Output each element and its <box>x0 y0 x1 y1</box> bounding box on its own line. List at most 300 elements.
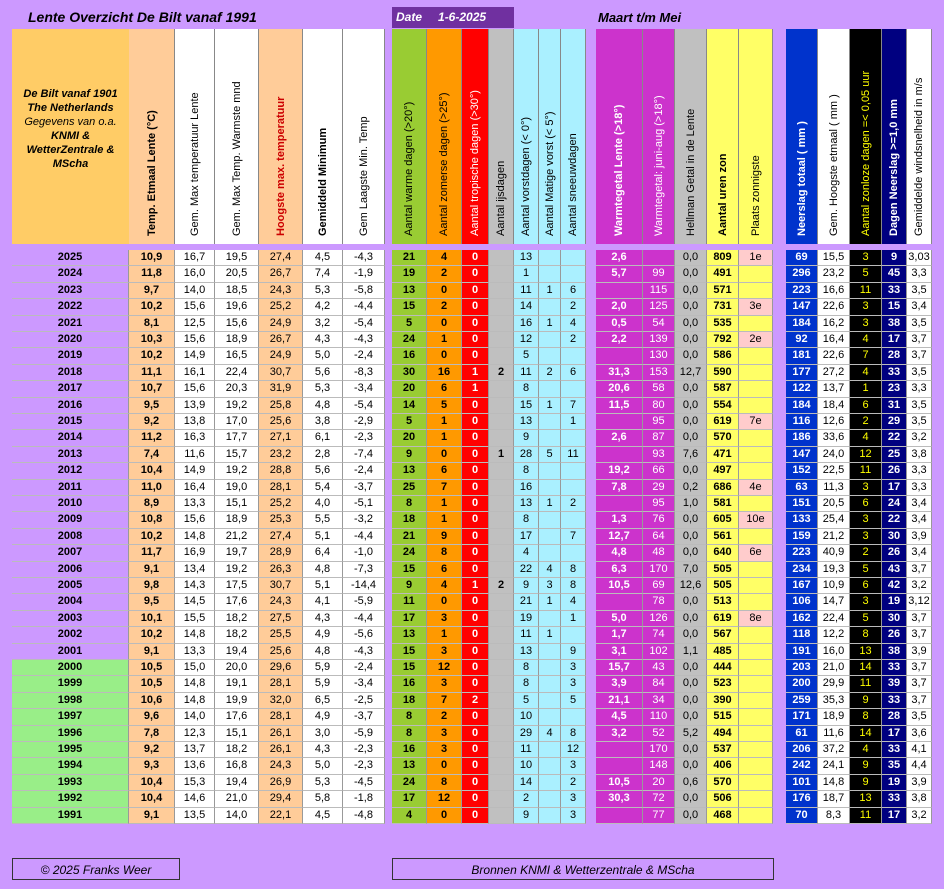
table-cell <box>596 496 643 512</box>
table-cell: 9 <box>514 578 539 594</box>
table-cell: 16,8 <box>215 758 259 774</box>
table-row <box>12 594 932 610</box>
column-header-label: Aantal ijsdagen <box>495 160 507 236</box>
column-header-label: Aantal uren zon <box>716 153 729 236</box>
table-row <box>12 578 932 594</box>
table-row <box>12 660 932 676</box>
intro-line: KNMI & <box>50 130 91 142</box>
table-cell: 3,3 <box>907 463 932 479</box>
table-cell <box>489 693 514 709</box>
table-cell: 16 <box>514 316 539 332</box>
table-cell: 3,2 <box>907 430 932 446</box>
table-cell <box>539 742 561 758</box>
table-cell <box>539 463 561 479</box>
column-header <box>129 29 175 244</box>
table-cell <box>539 414 561 430</box>
table-cell: 15,5 <box>818 250 850 266</box>
table-cell: 10,4 <box>129 775 175 791</box>
table-cell: 0 <box>462 283 489 299</box>
table-cell: 3,03 <box>907 250 932 266</box>
table-cell: 6 <box>427 562 462 578</box>
column-header-label: Hoogste max. temperatuur <box>274 96 287 236</box>
table-cell: 13,4 <box>175 562 215 578</box>
table-cell: 11 <box>850 283 882 299</box>
table-cell <box>596 283 643 299</box>
table-cell: 7 <box>561 398 586 414</box>
table-row <box>12 676 932 692</box>
table-cell: 7 <box>427 693 462 709</box>
table-cell: 11 <box>514 365 539 381</box>
table-cell: 63 <box>786 480 818 496</box>
table-cell: 13 <box>392 758 427 774</box>
table-cell: 9 <box>427 529 462 545</box>
table-cell: 22 <box>882 512 907 528</box>
table-cell: 95 <box>643 414 675 430</box>
table-cell: 14 <box>850 660 882 676</box>
table-cell: 523 <box>707 676 739 692</box>
table-cell: 8 <box>850 627 882 643</box>
column-header <box>259 29 303 244</box>
table-cell: 4,8 <box>303 644 343 660</box>
table-cell: 3,3 <box>907 480 932 496</box>
table-cell: 1 <box>539 398 561 414</box>
footer-copyright: © 2025 Franks Weer <box>12 858 180 880</box>
table-cell: 9 <box>392 578 427 594</box>
table-cell <box>739 676 773 692</box>
table-cell: 21,2 <box>818 529 850 545</box>
table-cell: 126 <box>643 611 675 627</box>
table-cell: 0 <box>462 414 489 430</box>
intro-line: MScha <box>52 158 89 170</box>
table-cell: 686 <box>707 480 739 496</box>
table-row <box>12 611 932 627</box>
table-cell: 5 <box>514 348 539 364</box>
table-cell: 1 <box>489 447 514 463</box>
table-cell: 33 <box>882 742 907 758</box>
column-header <box>427 29 462 244</box>
table-cell: 11 <box>850 463 882 479</box>
table-cell: 2000 <box>12 660 129 676</box>
table-cell: -4,5 <box>343 775 385 791</box>
table-cell: 24,3 <box>259 283 303 299</box>
table-cell: 30 <box>392 365 427 381</box>
table-cell: 2 <box>561 332 586 348</box>
column-header-label: Gem. Max temperatuur Lente <box>188 92 201 236</box>
table-cell: 15,6 <box>215 316 259 332</box>
table-row <box>12 463 932 479</box>
table-cell <box>739 529 773 545</box>
table-cell <box>489 594 514 610</box>
table-cell: 64 <box>643 529 675 545</box>
table-cell: 0 <box>462 463 489 479</box>
table-cell: 5,7 <box>596 266 643 282</box>
table-cell: -5,4 <box>343 316 385 332</box>
table-cell: 28,9 <box>259 545 303 561</box>
table-cell: 0 <box>462 250 489 266</box>
table-cell: 0 <box>427 808 462 824</box>
table-cell: 2 <box>462 693 489 709</box>
table-cell: 37,2 <box>818 742 850 758</box>
table-cell: 23,2 <box>259 447 303 463</box>
table-cell: 78 <box>643 594 675 610</box>
table-cell: 87 <box>643 430 675 446</box>
table-cell <box>489 398 514 414</box>
table-cell: 20 <box>392 381 427 397</box>
table-cell: 18,2 <box>215 742 259 758</box>
table-cell: 4 <box>427 250 462 266</box>
table-row <box>12 808 932 824</box>
table-cell: 0 <box>462 266 489 282</box>
table-cell: 29,4 <box>259 791 303 807</box>
table-cell: 9 <box>850 758 882 774</box>
table-cell: 0,0 <box>675 627 707 643</box>
table-row <box>12 283 932 299</box>
table-cell: -4,3 <box>343 250 385 266</box>
table-cell: -8,3 <box>343 365 385 381</box>
table-cell: 15,1 <box>215 726 259 742</box>
intro-line: Gegevens van o.a. <box>24 116 117 128</box>
table-cell: 0,0 <box>675 545 707 561</box>
table-cell: 0 <box>462 709 489 725</box>
table-cell: 8 <box>392 726 427 742</box>
table-cell: 22 <box>514 562 539 578</box>
table-cell <box>739 627 773 643</box>
table-cell: 13,3 <box>175 644 215 660</box>
table-cell: 16 <box>392 676 427 692</box>
table-cell: 19,2 <box>215 398 259 414</box>
table-cell <box>539 348 561 364</box>
table-cell: 3,3 <box>907 266 932 282</box>
table-cell: 110 <box>643 709 675 725</box>
table-cell: 5,3 <box>303 775 343 791</box>
table-cell: 5,6 <box>303 463 343 479</box>
table-cell: 148 <box>643 758 675 774</box>
table-cell: 14,8 <box>175 676 215 692</box>
table-cell: 21,2 <box>215 529 259 545</box>
table-cell: 28 <box>882 348 907 364</box>
intro-block <box>12 29 129 244</box>
table-cell: 95 <box>643 496 675 512</box>
table-cell: 16,9 <box>175 545 215 561</box>
table-cell: 43 <box>643 660 675 676</box>
table-cell: 1994 <box>12 758 129 774</box>
table-cell: 48 <box>643 545 675 561</box>
table-cell: 0,0 <box>675 283 707 299</box>
table-cell: 0,0 <box>675 611 707 627</box>
table-cell: 3,0 <box>303 726 343 742</box>
table-cell: 0 <box>462 316 489 332</box>
table-cell: 11,6 <box>818 726 850 742</box>
table-cell: 2012 <box>12 463 129 479</box>
table-cell: 18,9 <box>215 332 259 348</box>
table-cell: 17 <box>514 529 539 545</box>
table-cell: 15 <box>392 299 427 315</box>
table-row <box>12 266 932 282</box>
table-cell: 468 <box>707 808 739 824</box>
table-row <box>12 332 932 348</box>
table-cell: 3,7 <box>907 332 932 348</box>
table-cell: 5,0 <box>303 348 343 364</box>
table-cell: 4 <box>539 562 561 578</box>
table-cell <box>739 578 773 594</box>
table-cell: 17 <box>882 332 907 348</box>
table-cell: 33 <box>882 365 907 381</box>
table-cell: 5 <box>392 316 427 332</box>
table-cell: 3 <box>427 742 462 758</box>
table-cell: 3e <box>739 299 773 315</box>
table-cell: 3,12 <box>907 594 932 610</box>
column-header <box>539 29 561 244</box>
table-cell: 2022 <box>12 299 129 315</box>
table-cell: 93 <box>643 447 675 463</box>
table-cell: 3 <box>427 726 462 742</box>
table-cell: 4,5 <box>596 709 643 725</box>
table-cell: 2,8 <box>303 447 343 463</box>
table-cell: 15 <box>882 299 907 315</box>
table-cell: 2 <box>539 365 561 381</box>
column-header <box>489 29 514 244</box>
table-cell: 61 <box>786 726 818 742</box>
table-cell: 619 <box>707 611 739 627</box>
table-cell: 10,4 <box>129 791 175 807</box>
table-cell: 19 <box>882 594 907 610</box>
table-cell <box>561 266 586 282</box>
table-cell <box>539 332 561 348</box>
table-cell <box>739 266 773 282</box>
table-cell: -7,3 <box>343 562 385 578</box>
table-cell: 8 <box>514 512 539 528</box>
table-cell: 1995 <box>12 742 129 758</box>
table-cell: 13,9 <box>175 398 215 414</box>
table-cell: 26,3 <box>259 562 303 578</box>
table-cell: 259 <box>786 693 818 709</box>
table-cell: 0 <box>462 775 489 791</box>
table-cell: 1 <box>850 381 882 397</box>
table-cell: 9 <box>882 250 907 266</box>
table-cell: 20,5 <box>818 496 850 512</box>
table-cell: 6,1 <box>303 430 343 446</box>
table-cell: 581 <box>707 496 739 512</box>
table-cell: -4,4 <box>343 611 385 627</box>
table-cell: 22 <box>882 430 907 446</box>
table-cell: 390 <box>707 693 739 709</box>
table-cell: 0,0 <box>675 266 707 282</box>
table-cell: 0 <box>427 447 462 463</box>
table-cell: 4,3 <box>303 332 343 348</box>
table-cell: 14 <box>514 775 539 791</box>
table-cell: 2e <box>739 332 773 348</box>
table-cell: 2019 <box>12 348 129 364</box>
column-header-label: Warmtegetal Lente (>18°) <box>613 104 625 236</box>
table-cell: 66 <box>643 463 675 479</box>
table-cell: 9 <box>561 644 586 660</box>
table-cell: -2,3 <box>343 758 385 774</box>
table-cell: 11,8 <box>129 266 175 282</box>
table-cell: 11 <box>561 447 586 463</box>
table-cell: 3 <box>561 808 586 824</box>
table-cell: 7 <box>561 529 586 545</box>
column-header <box>707 29 739 244</box>
table-cell: 5,3 <box>303 381 343 397</box>
table-row <box>12 529 932 545</box>
table-cell <box>739 660 773 676</box>
table-cell: 22,6 <box>818 299 850 315</box>
table-cell: 0 <box>462 644 489 660</box>
column-header-label: Aantal zomerse dagen (>25°) <box>438 92 450 236</box>
table-cell: 10,2 <box>129 627 175 643</box>
table-cell <box>539 611 561 627</box>
table-cell: 506 <box>707 791 739 807</box>
table-cell: 33 <box>882 693 907 709</box>
table-cell <box>489 414 514 430</box>
table-cell: 147 <box>786 299 818 315</box>
table-cell: 34 <box>643 693 675 709</box>
table-cell: 3,7 <box>907 562 932 578</box>
table-cell <box>739 283 773 299</box>
table-cell: 1,0 <box>675 496 707 512</box>
table-cell <box>739 758 773 774</box>
column-header <box>786 29 818 244</box>
table-cell: 1 <box>427 332 462 348</box>
column-header-label: Temp. Etmaal Lente (°C) <box>145 110 158 236</box>
table-cell: 9,2 <box>129 742 175 758</box>
table-cell: 10,5 <box>129 676 175 692</box>
table-cell: 15,7 <box>215 447 259 463</box>
table-cell: 4 <box>514 545 539 561</box>
table-cell: 5,3 <box>303 283 343 299</box>
table-cell: 13,7 <box>175 742 215 758</box>
table-cell: 4,4 <box>907 758 932 774</box>
table-cell: 167 <box>786 578 818 594</box>
table-cell: 19,2 <box>596 463 643 479</box>
table-cell: 14,9 <box>175 348 215 364</box>
table-cell: 571 <box>707 283 739 299</box>
table-cell: 1 <box>462 381 489 397</box>
table-cell: 619 <box>707 414 739 430</box>
table-cell <box>596 758 643 774</box>
table-cell: 0 <box>462 660 489 676</box>
table-cell: 2 <box>561 496 586 512</box>
table-cell: 69 <box>643 578 675 594</box>
table-cell <box>489 660 514 676</box>
table-cell: 92 <box>786 332 818 348</box>
table-cell: 0,0 <box>675 791 707 807</box>
table-cell: 10,8 <box>129 512 175 528</box>
column-header <box>561 29 586 244</box>
table-cell: 5 <box>850 611 882 627</box>
table-cell: 4 <box>392 808 427 824</box>
column-header-label: Aantal vorstdagen (< 0°) <box>520 116 532 236</box>
table-cell: 590 <box>707 365 739 381</box>
table-cell <box>739 709 773 725</box>
table-cell <box>489 512 514 528</box>
table-cell: 18,2 <box>215 611 259 627</box>
table-cell: 18,5 <box>215 283 259 299</box>
table-cell: 0,2 <box>675 480 707 496</box>
table-cell: 3 <box>561 791 586 807</box>
table-cell: 0 <box>462 808 489 824</box>
table-cell: 1 <box>539 283 561 299</box>
table-cell <box>489 250 514 266</box>
table-cell: 18,2 <box>215 627 259 643</box>
table-cell: -7,4 <box>343 447 385 463</box>
table-cell: 0 <box>462 545 489 561</box>
table-cell <box>539 545 561 561</box>
table-cell: 11 <box>850 808 882 824</box>
table-cell: 24,1 <box>818 758 850 774</box>
table-cell: 1 <box>427 430 462 446</box>
table-cell: 32,0 <box>259 693 303 709</box>
table-cell: 16,7 <box>175 250 215 266</box>
table-cell: 11,3 <box>818 480 850 496</box>
table-cell: 11 <box>392 594 427 610</box>
table-cell: 0 <box>462 758 489 774</box>
table-cell: 10,4 <box>129 463 175 479</box>
table-cell: 38 <box>882 644 907 660</box>
table-cell: 5,9 <box>303 660 343 676</box>
table-cell: 2024 <box>12 266 129 282</box>
table-cell <box>489 562 514 578</box>
table-cell: 26,1 <box>259 726 303 742</box>
table-cell: 2003 <box>12 611 129 627</box>
table-cell: 4,9 <box>303 627 343 643</box>
table-cell <box>539 660 561 676</box>
table-cell: 15 <box>392 644 427 660</box>
table-cell: 80 <box>643 398 675 414</box>
table-cell: 0,0 <box>675 693 707 709</box>
table-cell: -4,4 <box>343 299 385 315</box>
table-cell: 8 <box>427 545 462 561</box>
column-header <box>739 29 773 244</box>
table-cell: 26,7 <box>259 266 303 282</box>
table-cell <box>489 775 514 791</box>
table-cell: 10,5 <box>129 660 175 676</box>
table-cell: 139 <box>643 332 675 348</box>
table-cell: 7,4 <box>303 266 343 282</box>
table-cell: 16,1 <box>175 365 215 381</box>
table-cell: 12,6 <box>818 414 850 430</box>
intro-line: WetterZentrale & <box>26 144 115 156</box>
table-cell: 19,2 <box>215 562 259 578</box>
table-cell: 497 <box>707 463 739 479</box>
table-cell: 4,3 <box>303 611 343 627</box>
table-cell <box>489 545 514 561</box>
table-cell: 5 <box>427 398 462 414</box>
table-cell <box>489 709 514 725</box>
table-cell: 5,2 <box>675 726 707 742</box>
table-row <box>12 348 932 364</box>
table-cell: -3,7 <box>343 709 385 725</box>
table-cell: 125 <box>643 299 675 315</box>
table-cell: -2,5 <box>343 693 385 709</box>
table-cell: 19,2 <box>215 463 259 479</box>
date-box <box>392 7 514 28</box>
table-cell: 4 <box>850 365 882 381</box>
table-cell: 535 <box>707 316 739 332</box>
table-cell <box>489 742 514 758</box>
table-cell: 554 <box>707 398 739 414</box>
table-cell: 15,1 <box>215 496 259 512</box>
table-cell: 29 <box>882 414 907 430</box>
table-cell: 561 <box>707 529 739 545</box>
table-cell: 6,5 <box>303 693 343 709</box>
table-cell: 485 <box>707 644 739 660</box>
table-cell: 6e <box>739 545 773 561</box>
table-cell: 14,0 <box>215 808 259 824</box>
intro-line: The Netherlands <box>27 102 114 114</box>
table-cell: 28 <box>882 709 907 725</box>
table-cell: 5,9 <box>303 676 343 692</box>
